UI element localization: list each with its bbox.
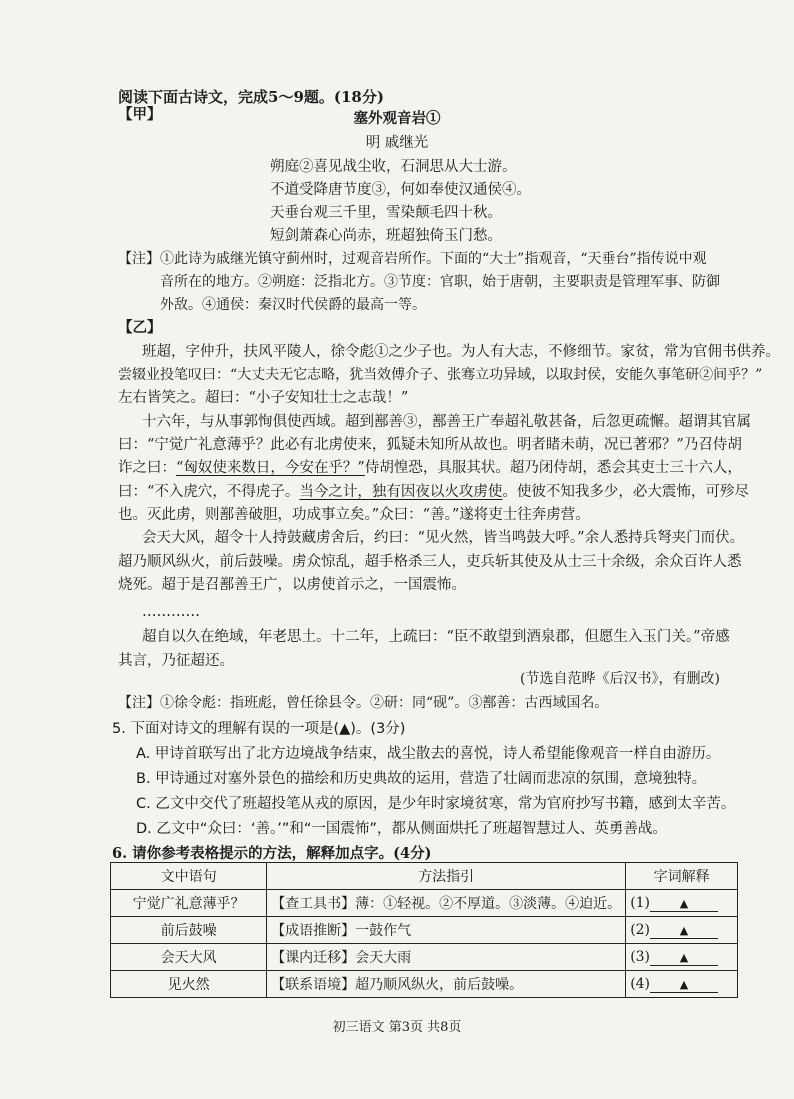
triangle-icon: ▲ xyxy=(679,896,689,910)
prose-text: 诈之曰： xyxy=(118,460,176,476)
table-header: 文中语句 xyxy=(111,863,267,890)
table-header: 字词解释 xyxy=(626,863,738,890)
prose-line: 超自以久在绝域，年老思土。十二年，上疏曰：“臣不敢望到酒泉郡，但愿生入玉门关。”帝感 xyxy=(142,629,730,645)
phrase-cell: 会天大风 xyxy=(111,944,267,971)
prose-line: 超乃顺风纵火，前后鼓噪。虏众惊乱，超手格杀三人，吏兵斩其使及从士三十余级，余众百许人悉 xyxy=(118,554,742,570)
answer-number: (3) xyxy=(630,948,651,965)
section-instruction: 阅读下面古诗文，完成5～9题。(18分) xyxy=(118,88,384,106)
table-row xyxy=(111,890,738,917)
phrase-cell: 前后鼓噪 xyxy=(111,917,267,944)
prose-line xyxy=(118,459,742,477)
prose-line: 其言，乃征超还。 xyxy=(118,653,234,669)
poem-author: 明 戚继光 xyxy=(365,135,429,151)
prose-line: 烧死。超于是召鄯善王广，以虏使首示之，一国震怖。 xyxy=(118,577,466,593)
answer-cell xyxy=(626,917,738,944)
prose-line: 左右皆笑之。超曰：“小子安知壮士之志哉！” xyxy=(118,390,409,406)
ellipsis: ………… xyxy=(142,604,200,620)
phrase-cell: 见火然 xyxy=(111,971,267,998)
method-cell: 【联系语境】超乃顺风纵火，前后鼓噪。 xyxy=(267,971,626,998)
question-5-option: C. 乙文中交代了班超投笔从戎的原因，是少年时家境贫寒，常为官府抄写书籍，感到太辛苦。 xyxy=(136,796,736,812)
prose-line xyxy=(118,483,749,501)
page-footer: 初三语文 第3页 共8页 xyxy=(332,1020,462,1035)
underlined-sentence: 当今之计，独有因夜以火攻虏使 xyxy=(299,484,503,500)
triangle-icon: ▲ xyxy=(679,977,689,991)
answer-cell xyxy=(626,971,738,998)
prose-line: 班超，字仲升，扶风平陵人，徐令彪①之少子也。为人有大志，不修细节。家贫，常为官佣书供养。 xyxy=(142,344,780,360)
label-yi: 【乙】 xyxy=(118,319,162,336)
prose-text: 。使彼不知我多少，必大震怖，可殄尽 xyxy=(502,484,749,500)
table-row xyxy=(111,944,738,971)
method-cell: 【课内迁移】会天大雨 xyxy=(267,944,626,971)
question-5-option: D. 乙文中“众曰：‘善。’”和“一国震怖”，都从侧面烘托了班超智慧过人、英勇善战。 xyxy=(136,821,667,837)
poem-note: 外敌。④通侯：秦汉时代侯爵的最高一等。 xyxy=(160,297,426,313)
question-6-table xyxy=(110,862,738,998)
answer-number: (1) xyxy=(630,894,651,911)
prose-note: 【注】①徐令彪：指班彪，曾任徐县令。②研：同“砚”。③鄯善：古西域国名。 xyxy=(118,695,609,711)
poem-line: 朔庭②喜见战尘收，石洞思从大士游。 xyxy=(270,159,517,175)
answer-number: (4) xyxy=(630,975,651,992)
triangle-icon: ▲ xyxy=(679,923,689,937)
answer-blank[interactable] xyxy=(650,976,718,993)
label-jia: 【甲】 xyxy=(118,106,162,123)
poem-note: 【注】①此诗为戚继光镇守蓟州时，过观音岩所作。下面的“大士”指观音，“天垂台”指传说中观 xyxy=(118,251,707,267)
source-citation: (节选自范晔《后汉书》，有删改) xyxy=(520,671,720,687)
prose-line: 尝辍业投笔叹曰：“大丈夫无它志略，犹当效傅介子、张骞立功异域，以取封侯，安能久事笔研②间乎？” xyxy=(118,367,763,383)
prose-text: 侍胡惶恐，具服其状。超乃闭侍胡，悉会其吏士三十六人， xyxy=(364,460,742,476)
method-cell: 【查工具书】薄：①轻视。②不厚道。③淡薄。④迫近。 xyxy=(267,890,626,917)
poem-line: 天垂台观三千里，雪染颠毛四十秋。 xyxy=(270,205,502,221)
poem-note: 音所在的地方。②朔庭：泛指北方。③节度：官职，始于唐朝，主要职责是管理军事、防御 xyxy=(160,274,720,290)
answer-cell xyxy=(626,944,738,971)
answer-blank[interactable] xyxy=(650,922,718,939)
poem-title: 塞外观音岩① xyxy=(353,110,441,127)
question-5-option: A. 甲诗首联写出了北方边境战争结束，战尘散去的喜悦，诗人希望能像观音一样自由游历。 xyxy=(136,746,721,762)
method-cell: 【成语推断】一鼓作气 xyxy=(267,917,626,944)
poem-line: 不道受降唐节度③，何如奉使汉通侯④。 xyxy=(270,182,531,198)
table-row xyxy=(111,971,738,998)
underlined-sentence: “匈奴使来数日，今安在乎？” xyxy=(176,460,365,476)
prose-text: 曰：“不入虎穴，不得虎子。 xyxy=(118,484,300,500)
answer-cell xyxy=(626,890,738,917)
answer-blank[interactable] xyxy=(650,949,718,966)
table-row xyxy=(111,917,738,944)
prose-line: 十六年，与从事郭恂俱使西域。超到鄯善③，鄯善王广奉超礼敬甚备，后忽更疏懈。超谓其官属 xyxy=(142,414,751,430)
prose-line: 曰：“宁觉广礼意薄乎？此必有北虏使来，狐疑未知所从故也。明者睹未萌，况已著邪？”乃召侍胡 xyxy=(118,437,742,453)
table-header-row xyxy=(111,863,738,890)
prose-line: 会天大风，超令十人持鼓藏虏舍后，约曰：“见火然，皆当鸣鼓大呼。”余人悉持兵弩夹门而伏。 xyxy=(142,530,745,546)
table-header: 方法指引 xyxy=(267,863,626,890)
poem-line: 短剑萧森心尚赤，班超独倚玉门愁。 xyxy=(270,228,502,244)
answer-number: (2) xyxy=(630,921,651,938)
triangle-icon: ▲ xyxy=(679,950,689,964)
prose-line: 也。灭此虏，则鄯善破胆，功成事立矣。”众曰：“善。”遂将吏士往奔虏营。 xyxy=(118,507,590,523)
question-5-stem: 5. 下面对诗文的理解有误的一项是(▲)。(3分) xyxy=(112,721,406,737)
phrase-cell: 宁觉广礼意薄乎？ xyxy=(111,890,267,917)
answer-blank[interactable] xyxy=(650,895,718,912)
question-6-stem: 6. 请你参考表格提示的方法，解释加点字。(4分) xyxy=(112,845,432,862)
question-5-option: B. 甲诗通过对塞外景色的描绘和历史典故的运用，营造了壮阔而悲凉的氛围，意境独特。 xyxy=(136,771,707,787)
